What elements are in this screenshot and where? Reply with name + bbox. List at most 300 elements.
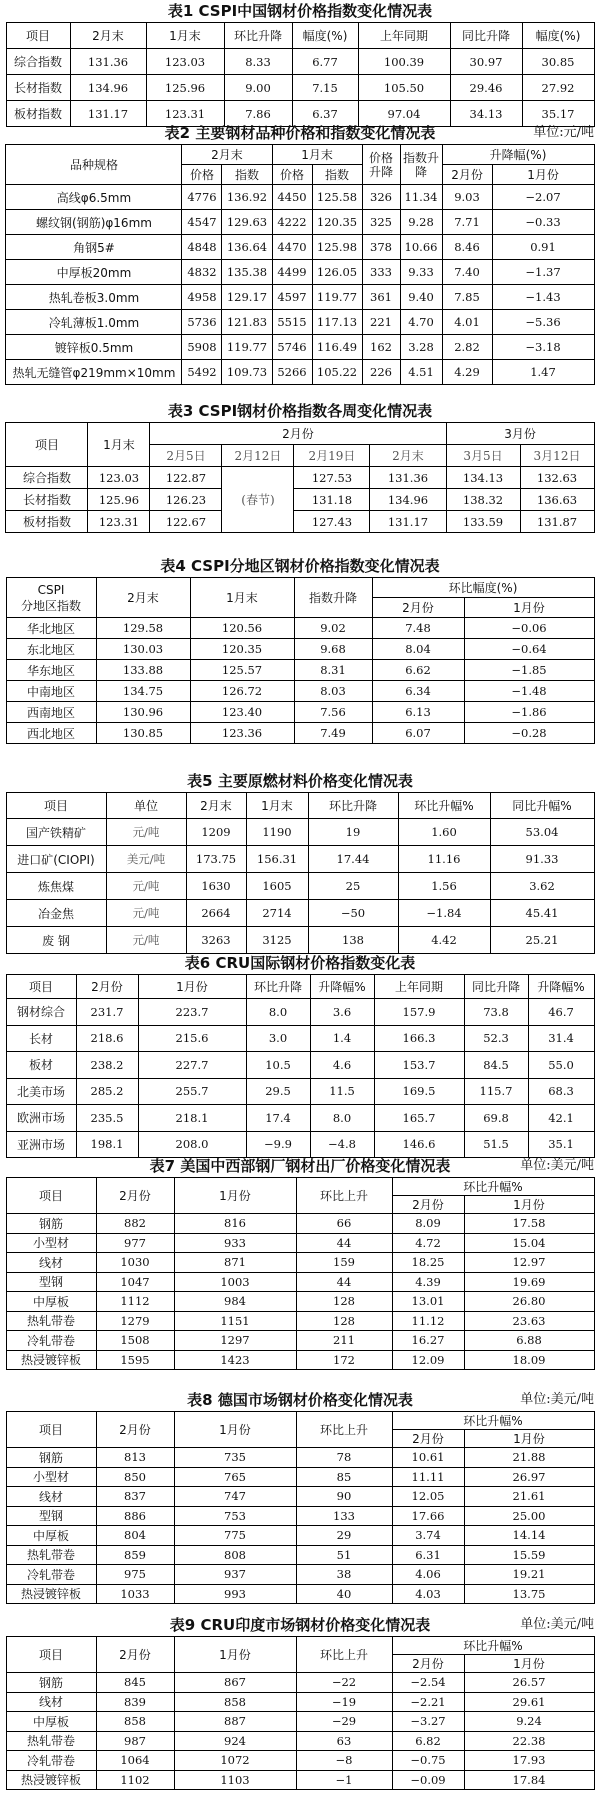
table-row — [6, 235, 594, 260]
table-cell: 11.11 — [392, 1467, 464, 1487]
table-cell: 23.63 — [464, 1311, 594, 1331]
table-cell: 7.56 — [294, 702, 372, 723]
table-cell: 123.31 — [146, 101, 224, 127]
table-cell: 51.5 — [464, 1131, 528, 1158]
table-row — [6, 335, 594, 360]
table-cell: 9.03 — [442, 185, 492, 210]
table-cell: 100.39 — [358, 49, 450, 75]
table3 — [5, 422, 594, 533]
table-cell: 845 — [96, 1673, 174, 1693]
table-cell: 4832 — [182, 260, 222, 285]
table-cell: 169.5 — [374, 1078, 464, 1105]
t1-header-3: 环比升降 — [224, 23, 292, 49]
table-cell: 34.13 — [450, 101, 522, 127]
table-cell: 4499 — [272, 260, 312, 285]
table-cell: 19 — [308, 819, 398, 846]
table-cell: 138.32 — [446, 489, 520, 511]
table-cell: 4.70 — [400, 310, 442, 335]
table-cell: 129.63 — [222, 210, 272, 235]
t7-h-feb-m: 2月份 — [392, 1196, 464, 1214]
table-cell: 6.82 — [392, 1731, 464, 1751]
table-cell: 858 — [174, 1692, 296, 1712]
table4-title: 表4 CSPI分地区钢材价格指数变化情况表 — [160, 557, 440, 575]
table-row — [6, 1448, 594, 1468]
t1-header-6: 同比升降 — [450, 23, 522, 49]
row-label: 废 钢 — [6, 927, 106, 954]
table-cell: 886 — [96, 1506, 174, 1526]
t1-header-2: 1月末 — [146, 23, 224, 49]
t5-header-1: 单位 — [106, 793, 186, 819]
table-cell: 227.7 — [138, 1052, 246, 1079]
table-cell: 226 — [362, 360, 400, 385]
table-cell: −1.85 — [464, 660, 594, 681]
t1-header-1: 2月末 — [70, 23, 146, 49]
t5-header-2: 2月末 — [186, 793, 246, 819]
row-label: 高线φ6.5mm — [6, 185, 182, 210]
table-cell: 131.17 — [70, 101, 146, 127]
table-cell: −1 — [296, 1770, 392, 1790]
table-row — [6, 1565, 594, 1585]
table-row — [6, 511, 594, 533]
table7-title — [0, 1155, 600, 1177]
table9-title-text: 表9 CRU印度市场钢材价格变化情况表 — [169, 1616, 431, 1634]
table-cell: 1.60 — [398, 819, 490, 846]
table-row — [6, 1233, 594, 1253]
table-cell: 68.3 — [528, 1078, 594, 1105]
table-cell: 117.13 — [312, 310, 362, 335]
table-cell: 6.62 — [372, 660, 464, 681]
t4-h-feb: 2月末 — [96, 578, 190, 618]
row-label: 冷轧薄板1.0mm — [6, 310, 182, 335]
table-cell: 129.17 — [222, 285, 272, 310]
table-cell: −29 — [296, 1712, 392, 1732]
table-cell: 839 — [96, 1692, 174, 1712]
table-row — [6, 1770, 594, 1790]
table-cell: 120.56 — [190, 618, 294, 639]
table-cell: 1297 — [174, 1331, 296, 1351]
table-cell: 3.28 — [400, 335, 442, 360]
table-cell: 4.01 — [442, 310, 492, 335]
table-cell: 元/吨 — [106, 873, 186, 900]
t8-h-item: 项目 — [6, 1412, 96, 1448]
table-cell: −1.86 — [464, 702, 594, 723]
table-cell: 130.85 — [96, 723, 190, 744]
table-cell: 8.0 — [310, 1105, 374, 1132]
table-cell: 5908 — [182, 335, 222, 360]
table-cell: 218.6 — [76, 1025, 138, 1052]
table-cell: 123.03 — [88, 467, 150, 489]
table-cell: 871 — [174, 1253, 296, 1273]
table-cell: 3263 — [186, 927, 246, 954]
holiday-cell: (春节) — [222, 467, 294, 533]
row-label: 钢筋 — [6, 1673, 96, 1693]
table9-section — [0, 1614, 600, 1790]
table2-section — [0, 122, 600, 385]
t2-h-pct: 升降幅(%) — [442, 145, 594, 165]
table-cell: 129.58 — [96, 618, 190, 639]
table-cell: 223.7 — [138, 999, 246, 1026]
table-cell: 7.48 — [372, 618, 464, 639]
table-row — [6, 1751, 594, 1771]
t8-h-feb: 2月份 — [96, 1412, 174, 1448]
table-cell: 27.92 — [522, 75, 594, 101]
table-cell: 美元/吨 — [106, 846, 186, 873]
t1-header-7: 幅度(%) — [522, 23, 594, 49]
t9-h-pct: 环比升幅% — [392, 1637, 594, 1655]
table-cell: 135.38 — [222, 260, 272, 285]
table-cell: 9.02 — [294, 618, 372, 639]
table-cell: −3.18 — [492, 335, 594, 360]
t9-h-jan: 1月份 — [174, 1637, 296, 1673]
table-row — [6, 310, 594, 335]
table-cell: 816 — [174, 1214, 296, 1234]
t5-header-0: 项目 — [6, 793, 106, 819]
row-label: 炼焦煤 — [6, 873, 106, 900]
table-row — [6, 702, 594, 723]
t1-header-0: 项目 — [6, 23, 70, 49]
table-cell: 16.27 — [392, 1331, 464, 1351]
t3-week-5: 3月12日 — [520, 445, 594, 467]
row-label: 进口矿(CIOPI) — [6, 846, 106, 873]
table-cell: 1190 — [246, 819, 308, 846]
table-cell: 5515 — [272, 310, 312, 335]
table-row — [6, 285, 594, 310]
row-label: 热轧带卷 — [6, 1731, 96, 1751]
table-cell: 17.66 — [392, 1506, 464, 1526]
table-row — [6, 1078, 594, 1105]
table-cell: −2.54 — [392, 1673, 464, 1693]
t2-h-feb-m: 2月份 — [442, 165, 492, 185]
table-row — [6, 1292, 594, 1312]
table-cell: 128 — [296, 1292, 392, 1312]
t4-h-jan: 1月末 — [190, 578, 294, 618]
row-label: 热浸镀锌板 — [6, 1350, 96, 1370]
table-row — [6, 1673, 594, 1693]
table-cell: 1595 — [96, 1350, 174, 1370]
table-cell: 116.49 — [312, 335, 362, 360]
table-cell: 11.34 — [400, 185, 442, 210]
t5-header-3: 1月末 — [246, 793, 308, 819]
table-cell: 35.17 — [522, 101, 594, 127]
table-cell: 44 — [296, 1272, 392, 1292]
table-cell: 221 — [362, 310, 400, 335]
table-cell: 123.36 — [190, 723, 294, 744]
table-row — [6, 900, 594, 927]
table-row — [6, 467, 594, 489]
row-label: 冷轧带卷 — [6, 1751, 96, 1771]
table-cell: 128 — [296, 1311, 392, 1331]
table-row — [6, 1506, 594, 1526]
row-label: 型钢 — [6, 1272, 96, 1292]
table-cell: 4.06 — [392, 1565, 464, 1585]
table-row — [6, 660, 594, 681]
table-cell: 120.35 — [312, 210, 362, 235]
table-cell: 166.3 — [374, 1025, 464, 1052]
table-cell: 78 — [296, 1448, 392, 1468]
table-cell: 66 — [296, 1214, 392, 1234]
table-cell: 21.88 — [464, 1448, 594, 1468]
table-cell: 19.21 — [464, 1565, 594, 1585]
table-cell: −0.28 — [464, 723, 594, 744]
t2-h-jan: 1月末 — [272, 145, 362, 165]
table-cell: −1.48 — [464, 681, 594, 702]
table-cell: 1064 — [96, 1751, 174, 1771]
table-cell: 4848 — [182, 235, 222, 260]
table-cell: 133.88 — [96, 660, 190, 681]
table-cell: −22 — [296, 1673, 392, 1693]
table-cell: 9.28 — [400, 210, 442, 235]
table-cell: 55.0 — [528, 1052, 594, 1079]
table-cell: 30.85 — [522, 49, 594, 75]
t6-header-1: 2月份 — [76, 975, 138, 999]
table-cell: 235.5 — [76, 1105, 138, 1132]
table-cell: 29.46 — [450, 75, 522, 101]
table-cell: 747 — [174, 1487, 296, 1507]
t2-h-item: 品种规格 — [6, 145, 182, 185]
table-cell: 208.0 — [138, 1131, 246, 1158]
table-cell: 9.40 — [400, 285, 442, 310]
table-cell: 1209 — [186, 819, 246, 846]
table-cell: 977 — [96, 1233, 174, 1253]
t1-header-5: 上年同期 — [358, 23, 450, 49]
table2 — [5, 144, 594, 385]
row-label: 螺纹钢(钢筋)φ16mm — [6, 210, 182, 235]
t6-header-0: 项目 — [6, 975, 76, 999]
table-cell: 85 — [296, 1467, 392, 1487]
table-cell: 52.3 — [464, 1025, 528, 1052]
table-cell: 987 — [96, 1731, 174, 1751]
table-cell: −1.37 — [492, 260, 594, 285]
table-cell: 887 — [174, 1712, 296, 1732]
table-row — [6, 1526, 594, 1546]
row-label: 冶金焦 — [6, 900, 106, 927]
table-cell: 17.93 — [464, 1751, 594, 1771]
table-cell: 285.2 — [76, 1078, 138, 1105]
table-cell: 215.6 — [138, 1025, 246, 1052]
table-row — [6, 819, 594, 846]
table-cell: 5736 — [182, 310, 222, 335]
t6-header-4: 升降幅% — [310, 975, 374, 999]
table-row — [6, 723, 594, 744]
table-cell: 1103 — [174, 1770, 296, 1790]
table-cell: 238.2 — [76, 1052, 138, 1079]
table-cell: 122.67 — [150, 511, 222, 533]
table9-unit: 单位:美元/吨 — [520, 1617, 594, 1632]
table-cell: 1033 — [96, 1584, 174, 1604]
table-cell: 7.86 — [224, 101, 292, 127]
table8 — [6, 1411, 595, 1604]
row-label: 中厚板 — [6, 1526, 96, 1546]
table-cell: 2714 — [246, 900, 308, 927]
table-cell: 837 — [96, 1487, 174, 1507]
table-cell: 1072 — [174, 1751, 296, 1771]
table-cell: 26.97 — [464, 1467, 594, 1487]
table-cell: 4470 — [272, 235, 312, 260]
table-cell: −2.21 — [392, 1692, 464, 1712]
table-cell: 44 — [296, 1233, 392, 1253]
table-cell: 29.61 — [464, 1692, 594, 1712]
table6-section — [0, 952, 600, 1158]
table-cell: 326 — [362, 185, 400, 210]
t9-h-feb: 2月份 — [96, 1637, 174, 1673]
table-cell: 8.31 — [294, 660, 372, 681]
table3-title: 表3 CSPI钢材价格指数各周变化情况表 — [167, 402, 433, 420]
table-cell: −50 — [308, 900, 398, 927]
table-cell: 753 — [174, 1506, 296, 1526]
table-cell: 7.85 — [442, 285, 492, 310]
table5-section — [0, 770, 600, 954]
table5-title: 表5 主要原燃材料价格变化情况表 — [187, 772, 413, 790]
table-row — [6, 49, 594, 75]
table-cell: 131.17 — [370, 511, 446, 533]
table-cell: −8 — [296, 1751, 392, 1771]
table-cell: 15.04 — [464, 1233, 594, 1253]
t7-h-item: 项目 — [6, 1178, 96, 1214]
table-cell: 172 — [296, 1350, 392, 1370]
table-cell: 1003 — [174, 1272, 296, 1292]
table-row — [6, 260, 594, 285]
row-label: 冷轧带卷 — [6, 1331, 96, 1351]
table-cell: 6.31 — [392, 1545, 464, 1565]
table-cell: −0.09 — [392, 1770, 464, 1790]
table-cell: 4222 — [272, 210, 312, 235]
table-cell: 4450 — [272, 185, 312, 210]
table-cell: 7.49 — [294, 723, 372, 744]
table4-section — [0, 555, 600, 744]
row-label: 华北地区 — [6, 618, 96, 639]
row-label: 钢筋 — [6, 1448, 96, 1468]
t2-h-index2: 指数 — [312, 165, 362, 185]
table-cell: 17.84 — [464, 1770, 594, 1790]
table-cell: 13.75 — [464, 1584, 594, 1604]
table-row — [6, 1105, 594, 1132]
table-cell: 18.25 — [392, 1253, 464, 1273]
table-cell: 134.75 — [96, 681, 190, 702]
t5-header-4: 环比升降 — [308, 793, 398, 819]
table-cell: 123.31 — [88, 511, 150, 533]
t2-h-index1: 指数 — [222, 165, 272, 185]
t8-h-jan: 1月份 — [174, 1412, 296, 1448]
table-cell: 17.44 — [308, 846, 398, 873]
table2-unit: 单位:元/吨 — [533, 125, 594, 140]
table-cell: 29 — [296, 1526, 392, 1546]
table-cell: 3.6 — [310, 999, 374, 1026]
row-label: 板材指数 — [6, 101, 70, 127]
table-cell: 125.96 — [146, 75, 224, 101]
t2-h-price1: 价格 — [182, 165, 222, 185]
table-cell: 10.66 — [400, 235, 442, 260]
table-cell: 22.38 — [464, 1731, 594, 1751]
table-cell: 136.92 — [222, 185, 272, 210]
table-cell: 867 — [174, 1673, 296, 1693]
table-cell: 122.87 — [150, 467, 222, 489]
t1-header-4: 幅度(%) — [292, 23, 358, 49]
row-label: 热轧卷板3.0mm — [6, 285, 182, 310]
table-cell: 1630 — [186, 873, 246, 900]
table-cell: 157.9 — [374, 999, 464, 1026]
table-cell: 53.04 — [490, 819, 594, 846]
table-cell: 17.58 — [464, 1214, 594, 1234]
row-label: 中南地区 — [6, 681, 96, 702]
table-cell: −0.75 — [392, 1751, 464, 1771]
row-label: 钢材综合 — [6, 999, 76, 1026]
row-label: 热轧带卷 — [6, 1311, 96, 1331]
t4-h-item: CSPI 分地区指数 — [6, 578, 96, 618]
t8-h-feb-m: 2月份 — [392, 1430, 464, 1448]
table-row — [6, 1025, 594, 1052]
table-cell: 361 — [362, 285, 400, 310]
t3-h-jan: 1月末 — [88, 423, 150, 467]
table-cell: 5746 — [272, 335, 312, 360]
table-cell: 131.18 — [294, 489, 370, 511]
table-cell: 134.96 — [70, 75, 146, 101]
table-cell: 11.5 — [310, 1078, 374, 1105]
table2-title — [0, 122, 600, 144]
table-cell: 29.5 — [246, 1078, 310, 1105]
row-label: 小型材 — [6, 1233, 96, 1253]
table-cell: 46.7 — [528, 999, 594, 1026]
table-cell: 84.5 — [464, 1052, 528, 1079]
table-cell: 198.1 — [76, 1131, 138, 1158]
table-row — [6, 1584, 594, 1604]
table-cell: 858 — [96, 1712, 174, 1732]
table-cell: 25.21 — [490, 927, 594, 954]
t4-h-feb-m: 2月份 — [372, 598, 464, 618]
table-cell: 4958 — [182, 285, 222, 310]
table8-title-text: 表8 德国市场钢材价格变化情况表 — [187, 1391, 413, 1409]
table-cell: −1.43 — [492, 285, 594, 310]
table-cell: 924 — [174, 1731, 296, 1751]
table-cell: 97.04 — [358, 101, 450, 127]
table-cell: 123.40 — [190, 702, 294, 723]
table-cell: 30.97 — [450, 49, 522, 75]
table-cell: 3.0 — [246, 1025, 310, 1052]
table-cell: 5492 — [182, 360, 222, 385]
table-cell: 7.71 — [442, 210, 492, 235]
table9-title — [0, 1614, 600, 1636]
t7-h-jan: 1月份 — [174, 1178, 296, 1214]
t3-week-3: 2月末 — [370, 445, 446, 467]
table-cell: 1.56 — [398, 873, 490, 900]
table-cell: 9.24 — [464, 1712, 594, 1732]
table-cell: 1423 — [174, 1350, 296, 1370]
row-label: 钢筋 — [6, 1214, 96, 1234]
table-cell: 91.33 — [490, 846, 594, 873]
t3-week-4: 3月5日 — [446, 445, 520, 467]
table-cell: 1508 — [96, 1331, 174, 1351]
table-cell: −2.07 — [492, 185, 594, 210]
table-cell: 31.4 — [528, 1025, 594, 1052]
row-label: 热轧带卷 — [6, 1545, 96, 1565]
table-cell: 165.7 — [374, 1105, 464, 1132]
table-cell: −4.8 — [310, 1131, 374, 1158]
t9-h-chg: 环比上升 — [296, 1637, 392, 1673]
table-cell: −5.36 — [492, 310, 594, 335]
t4-h-jan-m: 1月份 — [464, 598, 594, 618]
row-label: 中厚板 — [6, 1712, 96, 1732]
t3-h-mar: 3月份 — [446, 423, 594, 445]
table-cell: 1112 — [96, 1292, 174, 1312]
table-cell: 119.77 — [312, 285, 362, 310]
table-cell: 12.97 — [464, 1253, 594, 1273]
t2-h-price2: 价格 — [272, 165, 312, 185]
table-cell: 4.39 — [392, 1272, 464, 1292]
table-cell: 元/吨 — [106, 900, 186, 927]
table-cell: 8.04 — [372, 639, 464, 660]
table-cell: 8.46 — [442, 235, 492, 260]
table-cell: 125.58 — [312, 185, 362, 210]
t9-h-feb-m: 2月份 — [392, 1655, 464, 1673]
